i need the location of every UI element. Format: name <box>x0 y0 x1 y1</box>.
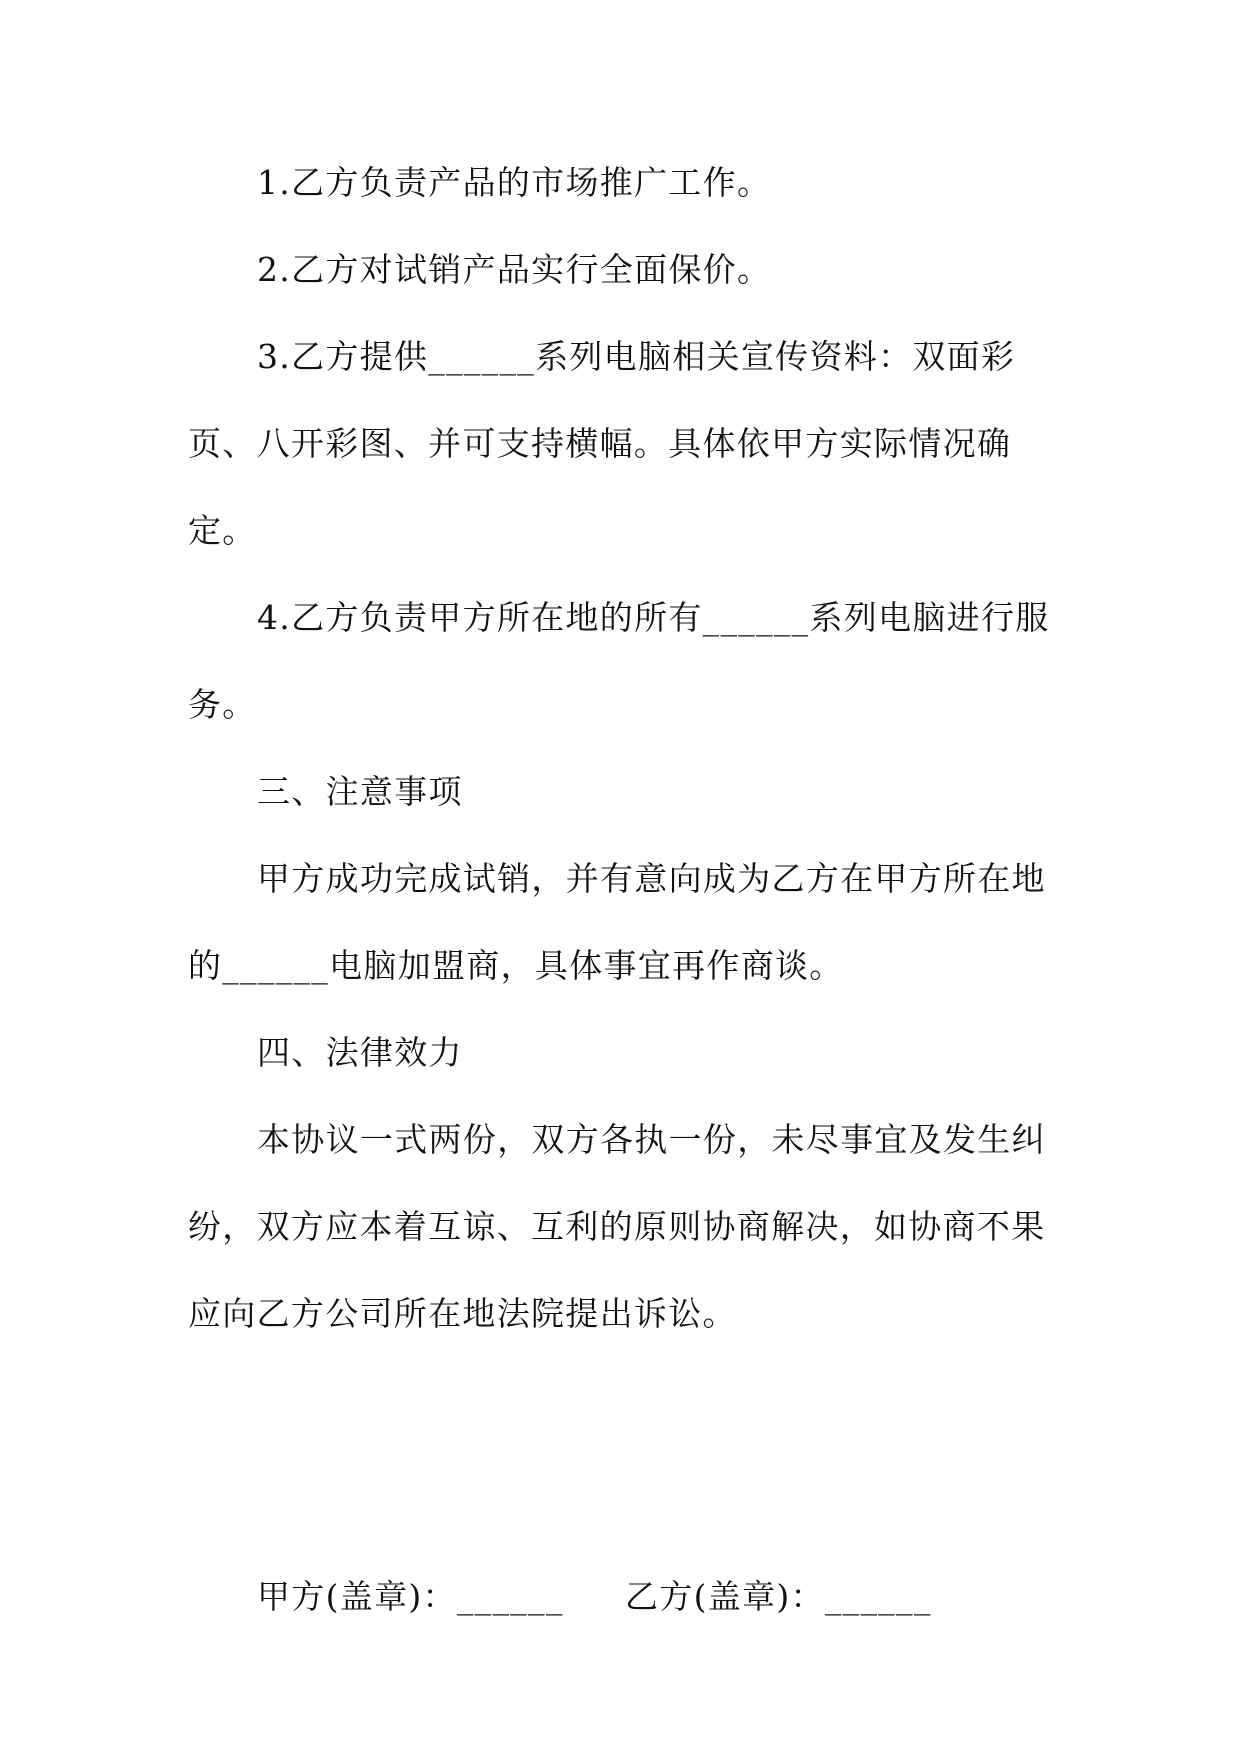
clause-1: 1.乙方负责产品的市场推广工作。 <box>257 163 772 202</box>
section-4-paragraph-line-3: 应向乙方公司所在地法院提出诉讼。 <box>188 1294 737 1333</box>
section-3-paragraph-line-2: 的______电脑加盟商，具体事宜再作商谈。 <box>188 946 844 985</box>
section-heading-4: 四、法律效力 <box>257 1033 463 1072</box>
party-a-signature: 甲方(盖章)：______ <box>257 1577 564 1616</box>
clause-4-line-1: 4.乙方负责甲方所在地的所有______系列电脑进行服 <box>257 598 1050 637</box>
clause-3-line-3: 定。 <box>188 511 257 550</box>
section-3-paragraph-line-1: 甲方成功完成试销，并有意向成为乙方在甲方所在地 <box>257 859 1046 898</box>
clause-3-line-2: 页、八开彩图、并可支持横幅。具体依甲方实际情况确 <box>188 424 1012 463</box>
section-4-paragraph-line-1: 本协议一式两份，双方各执一份，未尽事宜及发生纠 <box>257 1120 1046 1159</box>
section-heading-3: 三、注意事项 <box>257 772 463 811</box>
clause-3-line-1: 3.乙方提供______系列电脑相关宣传资料：双面彩 <box>257 337 1016 376</box>
clause-2: 2.乙方对试销产品实行全面保价。 <box>257 250 772 289</box>
party-b-signature: 乙方(盖章)：______ <box>625 1577 932 1616</box>
clause-4-line-2: 务。 <box>188 685 257 724</box>
section-4-paragraph-line-2: 纷，双方应本着互谅、互利的原则协商解决，如协商不果 <box>188 1207 1046 1246</box>
